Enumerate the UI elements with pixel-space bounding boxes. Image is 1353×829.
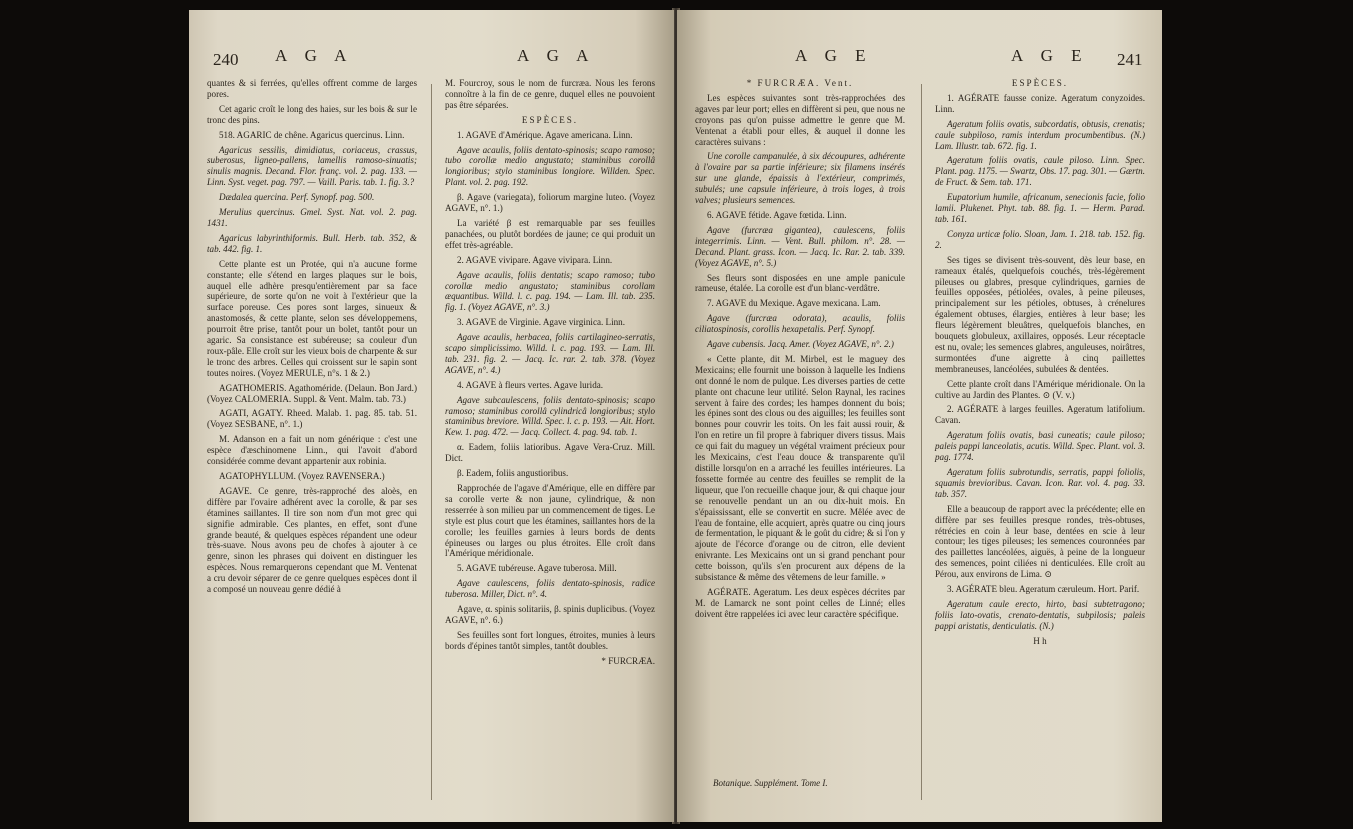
paragraph: Une corolle campanulée, à six découpures, adhérente à l'ovaire par sa partie inférieure; six filamens insérés sur une glande, épaissis à l'extérieur, comprimés, subulés; une capsule inférieure, à trois loges, à trois valves; plusieurs semences.	[695, 151, 905, 206]
paragraph: Agaricus sessilis, dimidiatus, coriaceus, crassus, suberosus, ligneo-pallens, lamellis ramoso-sinuatis; sinulis magnis. Decand. Flor. franç. vol. 2. pag. 133. — Linn. Syst. veget. pag. 797. — Vaill. Paris. tab. 1. fig. 3.?	[207, 144, 417, 188]
paragraph: Elle a beaucoup de rapport avec la précédente; elle en diffère par ses feuilles presque rondes, très-obtuses, rétrécies en coin à leur base, dentées en scie à leur contour; les tiges pileuses; les semences couronnées par des paillettes lancéolées, aiguës, à peine de la longueur des semences, point ciliées ni denticulées. Elle croît au Pérou, aux environs de Lima. ⊙	[935, 503, 1145, 580]
signature-mark: H h	[1033, 635, 1047, 646]
entry-heading: AGATHOMERIS. Agathoméride. (Delaun. Bon Jard.) (Voyez CALOMERIA. Suppl. & Vent. Malm. tab. 73.)	[207, 382, 417, 404]
paragraph: Les espèces suivantes sont très-rapprochées des agaves par leur port; elles en diffèrent si peu, que nous ne croyons pas qu'on puisse admettre le genre que M. Ventenat a établi pour elles, & auquel il donne les caractères suivans :	[695, 92, 905, 147]
left-page-column-2	[445, 78, 655, 671]
page-footer: Botanique. Supplément. Tome I.	[713, 778, 828, 788]
right-page-column-2	[935, 78, 1145, 651]
paragraph: Agave acaulis, herbacea, foliis cartilagineo-serratis, scapo simplicissimo. Willd. l. c. pag. 193. — Lam. Ill. tab. 231. fig. 2. — Jacq. Ic. rar. 2. tab. 378. (Voyez AGAVE, n°. 4.)	[445, 332, 655, 375]
paragraph: α. Eadem, foliis latioribus. Agave Vera-Cruz. Mill. Dict.	[445, 442, 655, 464]
paragraph: Ageratum foliis ovatis, subcordatis, obtusis, crenatis; caule subpiloso, ramis interdum procumbentibus. (N.) Lam. Illustr. tab. 672. fig. 1.	[935, 118, 1145, 151]
right-running-head-right: A G E	[1011, 46, 1089, 65]
column-rule	[921, 84, 922, 800]
column-rule	[431, 84, 432, 800]
paragraph: Cette plante croît dans l'Amérique méridionale. On la cultive au Jardin des Plantes. ⊙ (V. v.)	[935, 378, 1145, 400]
entry-heading: 6. AGAVE fétide. Agave fœtida. Linn.	[707, 209, 847, 220]
paragraph: AGÉRATE. Ageratum. Les deux espèces décrites par M. de Lamarck ne sont point celles de Linné; elles doivent être rappelées ici avec leur caractère spécifique.	[695, 586, 905, 619]
paragraph: La variété β est remarquable par ses feuilles panachées, ou plutôt bordées de jaune; ce qui produit un effet très-agréable.	[445, 217, 655, 250]
right-page	[677, 10, 1162, 822]
paragraph: M. Fourcroy, sous le nom de furcræa. Nous les ferons connoître à la fin de ce genre, duquel elles ne pouvoient pas être séparées.	[445, 78, 655, 110]
entry-heading: AGATOPHYLLUM. (Voyez RAVENSERA.)	[219, 471, 385, 481]
paragraph: Ses tiges se divisent très-souvent, dès leur base, en rameaux étalés, quelquefois couchés, très-légèrement pileuses ou glabres, presque cylindriques, garnies de feuilles opposées, pétiolées, ovales, à peine pileuses, principalement sur les pétioles, obtuses, à crénelures également obtuses, élargies, entières à leur base; les fleurs légèrement bleuâtres, quelquefois blanches, en bouquets globuleux, axillaires, opposés. Leur réceptacle est nu, ovale; les semences glabres, anguleuses, noirâtres, surmontées d'une aigrette à cinq paillettes membraneuses, lancéolées, subulées & dentées.	[935, 254, 1145, 374]
paragraph: M. Adanson en a fait un nom générique : c'est une espèce d'æschinomene Linn., qui l'avoit d'abord considérée comme devant appartenir aux robinia.	[207, 434, 417, 467]
open-book	[4, 0, 1353, 829]
right-page-number: 241	[1117, 50, 1143, 69]
paragraph: Cette plante est un Protée, qui n'a aucune forme constante; elle s'étend en larges plaques sur le bois, auquel elle adhère presqu'entièrement par sa face supérieure, de sorte qu'on ne voit à l'extérieur que la surface poreuse. Ces pores sont larges, sinueux & anastomosés, & cette plante, selon ses développemens, pourroit être prise, tantôt pour un bolet, tantôt pour un agaric. Sa consistance est subéreuse; sa couleur d'un roux-pâle. Elle croît sur les vieux bois de charpente & sur le tronc des arbres. Celles qui croissent sur le sapin sont toutes noires. (Voyez MERULE, n°s. 1 & 2.)	[207, 258, 417, 378]
entry-heading: 2. AGAVE vivipare. Agave vivipara. Linn.	[457, 254, 613, 265]
paragraph: Agaricus labyrinthiformis. Bull. Herb. tab. 352, & tab. 442. fig. 1.	[207, 232, 417, 254]
paragraph: Agave cubensis. Jacq. Amer. (Voyez AGAVE, n°. 2.)	[707, 339, 894, 350]
right-running-head-left: A G E	[795, 46, 873, 65]
paragraph: Eupatorium humile, africanum, senecionis facie, folio lamii. Plukenet. Phyt. tab. 88. fig. 1. — Herm. Parad. tab. 161.	[935, 192, 1145, 224]
paragraph: Ses feuilles sont fort longues, étroites, munies à leurs bords d'épines tantôt simples, tantôt doubles.	[445, 629, 655, 651]
paragraph: Ses fleurs sont disposées en une ample panicule rameuse, étalée. La corolle est d'un blanc-verdâtre.	[695, 272, 905, 294]
paragraph: Conyza urticæ folio. Sloan, Jam. 1. 218. tab. 152. fig. 2.	[935, 228, 1145, 250]
entry-heading: 3. AGÉRATE bleu. Ageratum cæruleum. Hort. Parif.	[947, 584, 1140, 595]
entry-heading: 2. AGÉRATE à larges feuilles. Ageratum latifolium. Cavan.	[935, 404, 1145, 426]
left-page-number: 240	[213, 50, 239, 69]
paragraph: Ageratum foliis ovatis, basi cuneatis; caule piloso; paleis pappi lanceolatis, acutis. Willd. Spec. Plant. vol. 3. pag. 1774.	[935, 430, 1145, 463]
section-heading: ESPÈCES.	[1011, 78, 1069, 88]
left-page-column-1	[207, 78, 417, 599]
paragraph: Dædalea quercina. Perf. Synopf. pag. 500.	[219, 192, 375, 203]
left-page	[189, 10, 674, 822]
paragraph: Agave acaulis, foliis dentato-spinosis; scapo ramoso; tubo corollæ medio angustato; staminibus corollâ longioribus; stylo staminibus longiore. Willden. Spec. Plant. vol. 2. pag. 192.	[445, 144, 655, 188]
paragraph: Agave (furcræa odorata), acaulis, foliis ciliatospinosis, corollis hexapetalis. Perf. Synopf.	[695, 313, 905, 335]
entry-heading: 1. AGAVE d'Amérique. Agave americana. Linn.	[457, 129, 633, 140]
entry-heading: 5. AGAVE tubéreuse. Agave tuberosa. Mill.	[457, 563, 617, 574]
entry-heading: 4. AGAVE à fleurs vertes. Agave lurida.	[457, 379, 604, 390]
paragraph: Agave caulescens, foliis dentato-spinosis, radice tuberosa. Miller, Dict. n°. 4.	[445, 578, 655, 600]
paragraph: Agave subcaulescens, foliis dentato-spinosis; scapo ramoso; staminibus corollâ cylindricâ longioribus; stylo staminibus breviore. Willd. Spec. l. c. p. 193. — Ait. Hort. Kew. 1. pag. 472. — Jacq. Collect. 4. pag. 94. tab. 1.	[445, 394, 655, 438]
entry-heading: 518. AGARIC de chêne. Agaricus quercinus. Linn.	[219, 129, 405, 140]
paragraph: Ageratum foliis ovatis, caule piloso. Linn. Spec. Plant. pag. 1175. — Swartz, Obs. 17. pag. 301. — Gærtn. de Fruct. & Sem. tab. 171.	[935, 155, 1145, 188]
section-heading: ESPÈCES.	[521, 114, 579, 125]
section-heading: * FURCRÆA. Vent.	[746, 78, 854, 88]
paragraph: Merulius quercinus. Gmel. Syst. Nat. vol. 2. pag. 1431.	[207, 207, 417, 228]
entry-heading: 3. AGAVE de Virginie. Agave virginica. Linn.	[457, 317, 626, 328]
paragraph: Agave (furcræa gigantea), caulescens, foliis integerrimis. Linn. — Vent. Bull. philom. n°. 28. — Decand. Plant. grass. Icon. — Jacq. Ic. Rar. 2. tab. 339. (Voyez AGAVE, n°. 5.)	[695, 224, 905, 268]
entry-heading: 7. AGAVE du Mexique. Agave mexicana. Lam.	[707, 298, 881, 309]
entry-heading: 1. AGÉRATE fausse conize. Ageratum conyzoides. Linn.	[935, 92, 1145, 114]
entry-heading: AGATI, AGATY. Rheed. Malab. 1. pag. 85. tab. 51. (Voyez SESBANE, n°. 1.)	[207, 408, 417, 430]
paragraph: β. Eadem, foliis angustioribus.	[457, 468, 569, 479]
paragraph: β. Agave (variegata), foliorum margine luteo. (Voyez AGAVE, n°. 1.)	[445, 192, 655, 214]
paragraph: Ageratum foliis subrotundis, serratis, pappi foliolis, squamis brevioribus. Cavan. Icon. Rar. vol. 4. pag. 33. tab. 357.	[935, 467, 1145, 499]
paragraph: Agave acaulis, foliis dentatis; scapo ramoso; tubo corollæ medio angustato; staminibus corollam æquantibus. Willd. l. c. pag. 194. — Lam. Ill. tab. 235. fig. 1. (Voyez AGAVE, n°. 3.)	[445, 269, 655, 313]
catchword: * FURCRÆA.	[601, 655, 655, 666]
left-running-head-left: A G A	[275, 46, 354, 65]
paragraph: Cet agaric croît le long des haies, sur les bois & sur le tronc des pins.	[207, 103, 417, 125]
paragraph: « Cette plante, dit M. Mirbel, est le maguey des Mexicains; elle fournit une boisson à laquelle les Indiens ont donné le nom de pulque. Les diverses parties de cette plante ont chacune leur utilité. Selon Raynal, les racines servent à faire des cordes; les hampes donnent du bois; les épines sont des clous ou des aiguilles; les feuilles sont bonnes pour couvrir les toits. On les fait aussi rouir, & l'on en retire un fil propre à fabriquer divers tissus. Mais ce qui fait du maguey un végétal vraiment précieux pour les Mexicains, c'est l'eau douce & transparente qu'il distille lorsqu'on en a arraché les feuilles intérieures. La fossette formée au centre des feuilles se remplit de la liqueur, que l'on recueille chaque jour, & qui chaque jour se renouvelle pendant un an ou dix-huit mois. En s'épaississant, elle se convertit en sucre. Mêlée avec de l'eau de fontaine, elle acquiert, après quatre ou cinq jours de fermentation, le piquant & le goût du cidre; & si l'on y ajoute de l'écorce d'orange ou de citron, elle devient enivrante. Les Mexicains ont un si grand penchant pour cette boisson, qu'ils s'en procurent aux dépens de la subsistance & même des vêtemens de leur famille. »	[695, 353, 905, 583]
left-running-head-right: A G A	[517, 46, 596, 65]
paragraph: Rapprochée de l'agave d'Amérique, elle en diffère par sa corolle verte & non jaune, cylindrique, & non resserrée à son milieu par un commencement de tiges. Le style est plus court que les étamines, saillantes hors de la corolle; les feuilles garnies à leurs bords de dents épineuses ou larges ou plus étroites. Elle croît dans l'Amérique méridionale.	[445, 483, 655, 559]
paragraph: Agave, α. spinis solitariis, β. spinis duplicibus. (Voyez AGAVE, n°. 6.)	[445, 604, 655, 625]
paragraph: AGAVE. Ce genre, très-rapproché des aloès, en diffère par l'ovaire adhérent avec la corolle, & par ses étamines saillantes. Il tire son nom d'un mot grec qui signifie admirable. Ces plantes, en effet, sont d'une grande beauté, & quelques espèces répandent une odeur très-suave. Nous avons peu de chofes à ajouter à ce genre, sinon les phrases qui doivent en distinguer les espèces. Nous remarquerons cependant que M. Ventenat a cru devoir séparer de ce genre quelques espèces dont il a composé un nouveau genre dédié à	[207, 485, 417, 595]
paragraph: quantes & si ferrées, qu'elles offrent comme de larges pores.	[207, 78, 417, 99]
paragraph: Ageratum caule erecto, hirto, basi subtetragono; foliis lato-ovatis, crenato-dentatis, subpilosis; paleis pappi aristatis, denticulatis. (N.)	[935, 598, 1145, 631]
right-page-column-1	[695, 78, 905, 624]
